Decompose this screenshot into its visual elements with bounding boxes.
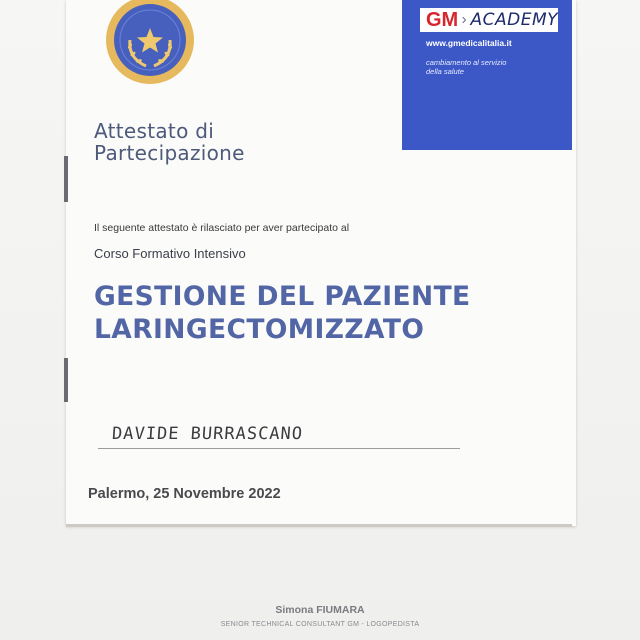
title-line: Attestato di bbox=[94, 119, 215, 143]
participant-name: DAVIDE BURRASCANO bbox=[111, 424, 304, 444]
star-medal-icon bbox=[102, 0, 198, 92]
signer-role: SENIOR TECHNICAL CONSULTANT GM - LOGOPEDISTA bbox=[220, 621, 420, 628]
intro-text: Il seguente attestato è rilasciato per aver partecipato al bbox=[94, 222, 350, 234]
sheet-edge bbox=[66, 524, 572, 527]
signer-name: Simona FIUMARA bbox=[275, 604, 365, 616]
academy-text: ACADEMY bbox=[470, 10, 558, 30]
side-mark bbox=[64, 156, 68, 202]
brand-text: GM bbox=[426, 8, 459, 31]
course-title bbox=[94, 280, 554, 346]
chevron-right-icon bbox=[462, 10, 466, 30]
course-title-line: LARINGECTOMIZZATO bbox=[94, 314, 425, 345]
certificate-title bbox=[94, 120, 245, 164]
course-type: Corso Formativo Intensivo bbox=[94, 246, 246, 261]
title-line: Partecipazione bbox=[94, 141, 245, 165]
logo-url: www.gmedicalitalia.it bbox=[426, 38, 512, 48]
gm-academy-logo bbox=[402, 0, 572, 150]
logo-tagline: cambiamento al servizio della salute bbox=[426, 58, 507, 76]
side-mark bbox=[64, 358, 68, 402]
place-date: Palermo, 25 Novembre 2022 bbox=[88, 486, 281, 502]
signature-line bbox=[98, 448, 460, 449]
course-title-line: GESTIONE DEL PAZIENTE bbox=[94, 281, 471, 312]
logo-wordmark bbox=[420, 8, 558, 32]
